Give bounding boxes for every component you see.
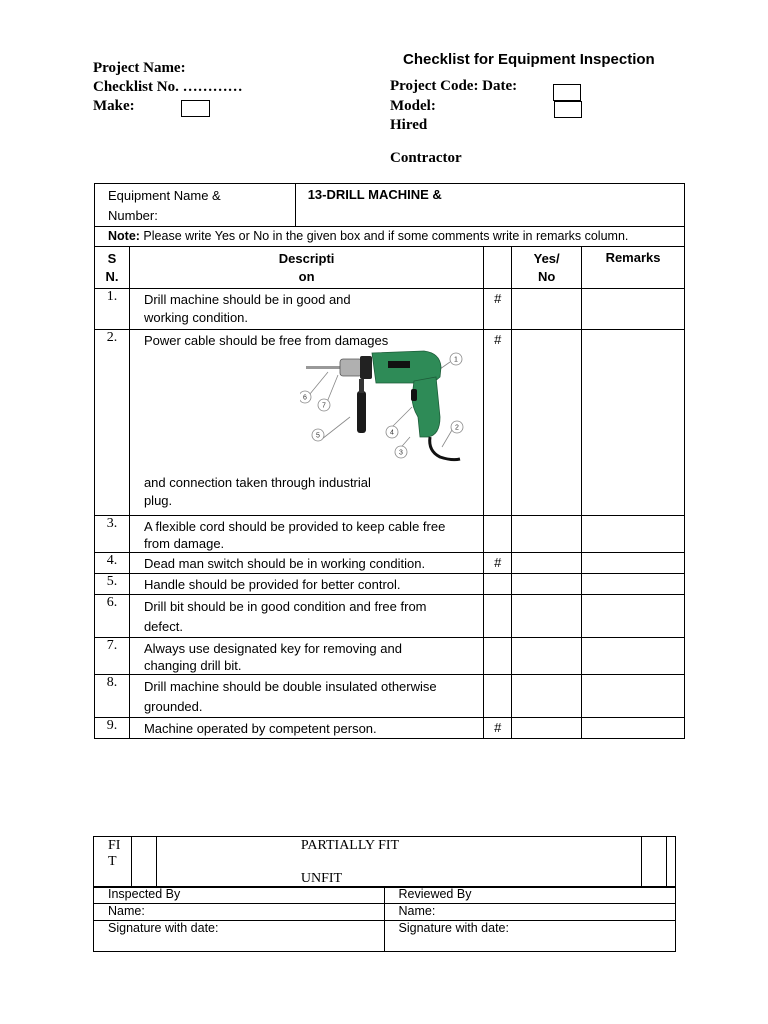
drill-image-area: [144, 350, 477, 474]
fitness-status-table: [93, 836, 676, 888]
row-description-line: grounded.: [143, 699, 203, 714]
power-cable: [430, 437, 460, 460]
row-yes-no-cell[interactable]: [512, 675, 582, 718]
row-mark: [484, 516, 512, 553]
fit-checkbox[interactable]: [131, 837, 156, 888]
checklist-table: [94, 183, 685, 739]
row-remarks-cell[interactable]: [582, 289, 685, 330]
equipment-value: 13-DRILL MACHINE &: [307, 187, 442, 202]
inspected-by-label: Inspected By: [94, 887, 385, 904]
row-description-line: Dead man switch should be in working condition.: [143, 556, 426, 571]
row-yes-no-cell[interactable]: [512, 330, 582, 516]
fit-label-line1: FI: [108, 838, 121, 853]
date-input-box[interactable]: [553, 84, 581, 101]
partially-fit-checkbox[interactable]: [642, 837, 667, 888]
side-handle-mount: [359, 379, 364, 393]
row-description: [129, 595, 483, 638]
row-remarks-cell[interactable]: [582, 675, 685, 718]
table-row: [95, 718, 685, 739]
sn-header-line2: N.: [105, 269, 119, 284]
signoff-table: [93, 886, 676, 952]
note-text: Please write Yes or No in the given box and if some comments write in remarks column.: [139, 229, 629, 243]
model-label: Model:: [390, 98, 436, 114]
model-input-box[interactable]: [554, 101, 582, 118]
equipment-row: [95, 184, 685, 227]
note-cell: [95, 227, 685, 247]
row-description-line: Handle should be provided for better control.: [143, 577, 401, 592]
make-label: Make:: [93, 98, 135, 114]
row-description-line: Power cable should be free from damages: [143, 333, 389, 348]
fitness-options-cell: [156, 837, 641, 888]
drill-bit: [306, 366, 342, 369]
row-mark: #: [484, 553, 512, 574]
fit-label-cell: [94, 837, 132, 888]
table-row: [95, 330, 685, 516]
row-mark: [484, 638, 512, 675]
checklist-no-label: Checklist No. …………: [93, 79, 243, 95]
partially-fit-label: PARTIALLY FIT: [300, 838, 400, 853]
drill-collar: [360, 356, 372, 379]
description-header: [129, 247, 483, 289]
remarks-header-text: Remarks: [605, 250, 661, 265]
row-description: [129, 675, 483, 718]
inspector-name-field[interactable]: Name:: [94, 904, 385, 921]
row-sn: 2.: [95, 330, 130, 516]
row-description-line: Always use designated key for removing and: [143, 641, 402, 656]
sn-header-line1: S: [107, 251, 117, 266]
row-mark: [484, 595, 512, 638]
row-description-line: and connection taken through industrial: [143, 475, 371, 490]
row-mark: #: [484, 289, 512, 330]
unfit-label: UNFIT: [300, 871, 343, 886]
row-description: [129, 574, 483, 595]
inspector-signature-field[interactable]: Signature with date:: [94, 921, 385, 952]
table-row: [95, 516, 685, 553]
column-header-row: [95, 247, 685, 289]
table-row: [95, 553, 685, 574]
equipment-label-line1: Equipment Name &: [108, 188, 221, 203]
drill-chuck: [340, 359, 362, 376]
drill-machine-illustration: [300, 347, 470, 471]
side-handle: [357, 391, 366, 433]
drill-badge: [388, 361, 410, 368]
row-yes-no-cell[interactable]: [512, 289, 582, 330]
row-sn: 9.: [95, 718, 130, 739]
row-description-line: from damage.: [143, 536, 225, 551]
sn-header: [95, 247, 130, 289]
row-description: [129, 330, 483, 516]
callout-label: 4: [390, 429, 394, 437]
row-yes-no-cell[interactable]: [512, 574, 582, 595]
reviewer-signature-field[interactable]: Signature with date:: [384, 921, 676, 952]
row-remarks-cell[interactable]: [582, 516, 685, 553]
reviewed-by-label: Reviewed By: [384, 887, 676, 904]
hired-label: Hired: [390, 117, 428, 133]
row-yes-no-cell[interactable]: [512, 638, 582, 675]
row-remarks-cell[interactable]: [582, 638, 685, 675]
note-row: [95, 227, 685, 247]
row-remarks-cell[interactable]: [582, 553, 685, 574]
row-description-line: Drill machine should be in good and: [143, 292, 351, 307]
drill-grip: [412, 377, 440, 437]
row-description-line: plug.: [143, 493, 173, 508]
row-description-line: Drill bit should be in good condition and free from: [143, 599, 427, 614]
yes-no-header: [512, 247, 582, 289]
row-description-line: changing drill bit.: [143, 658, 242, 673]
equipment-label-cell: [95, 184, 296, 227]
callout-label: 6: [303, 394, 307, 402]
row-sn: 3.: [95, 516, 130, 553]
contractor-label: Contractor: [390, 150, 462, 166]
project-name-label: Project Name:: [93, 60, 186, 76]
row-description: [129, 553, 483, 574]
row-description: [129, 718, 483, 739]
description-header-line2: on: [298, 269, 315, 284]
row-description-line: working condition.: [143, 310, 249, 325]
callout-label: 2: [455, 424, 459, 432]
row-yes-no-cell[interactable]: [512, 718, 582, 739]
callout-label: 1: [454, 356, 458, 364]
trigger: [411, 389, 417, 401]
row-yes-no-cell[interactable]: [512, 516, 582, 553]
callout-label: 7: [322, 402, 326, 410]
row-description-line: Drill machine should be double insulated otherwise: [143, 679, 437, 694]
equipment-label-line2: Number:: [108, 208, 158, 223]
unfit-checkbox[interactable]: [666, 837, 675, 888]
row-remarks-cell[interactable]: [582, 330, 685, 516]
row-description: [129, 638, 483, 675]
row-mark: #: [484, 718, 512, 739]
callout-label: 3: [399, 449, 403, 457]
fit-label-line2: T: [108, 854, 117, 869]
table-row: [95, 574, 685, 595]
row-remarks-cell[interactable]: [582, 595, 685, 638]
row-sn: 7.: [95, 638, 130, 675]
row-sn: 8.: [95, 675, 130, 718]
make-input-box[interactable]: [181, 100, 210, 117]
row-sn: 4.: [95, 553, 130, 574]
table-row: [95, 675, 685, 718]
row-mark: #: [484, 330, 512, 516]
row-sn: 6.: [95, 595, 130, 638]
row-sn: 1.: [95, 289, 130, 330]
row-mark: [484, 574, 512, 595]
table-row: [95, 289, 685, 330]
row-sn: 5.: [95, 574, 130, 595]
row-description-line: A flexible cord should be provided to keep cable free: [143, 519, 446, 534]
yes-no-header-line2: No: [537, 269, 556, 284]
row-description-line: defect.: [143, 619, 183, 634]
remarks-header: [582, 247, 685, 289]
page-title: Checklist for Equipment Inspection: [403, 51, 655, 68]
row-mark: [484, 675, 512, 718]
row-yes-no-cell[interactable]: [512, 595, 582, 638]
row-description: [129, 516, 483, 553]
row-remarks-cell[interactable]: [582, 718, 685, 739]
table-row: [95, 595, 685, 638]
callout-label: 5: [316, 432, 320, 440]
row-description-line: Machine operated by competent person.: [143, 721, 377, 736]
equipment-value-cell[interactable]: [295, 184, 684, 227]
yes-no-header-line1: Yes/: [533, 251, 560, 266]
note-label: Note:: [108, 229, 140, 243]
mark-header: [484, 247, 512, 289]
reviewer-name-field[interactable]: Name:: [384, 904, 676, 921]
table-row: [95, 638, 685, 675]
row-description: [129, 289, 483, 330]
row-yes-no-cell[interactable]: [512, 553, 582, 574]
project-code-date-label: Project Code: Date:: [390, 78, 518, 94]
row-remarks-cell[interactable]: [582, 574, 685, 595]
description-header-line1: Descripti: [278, 251, 335, 266]
